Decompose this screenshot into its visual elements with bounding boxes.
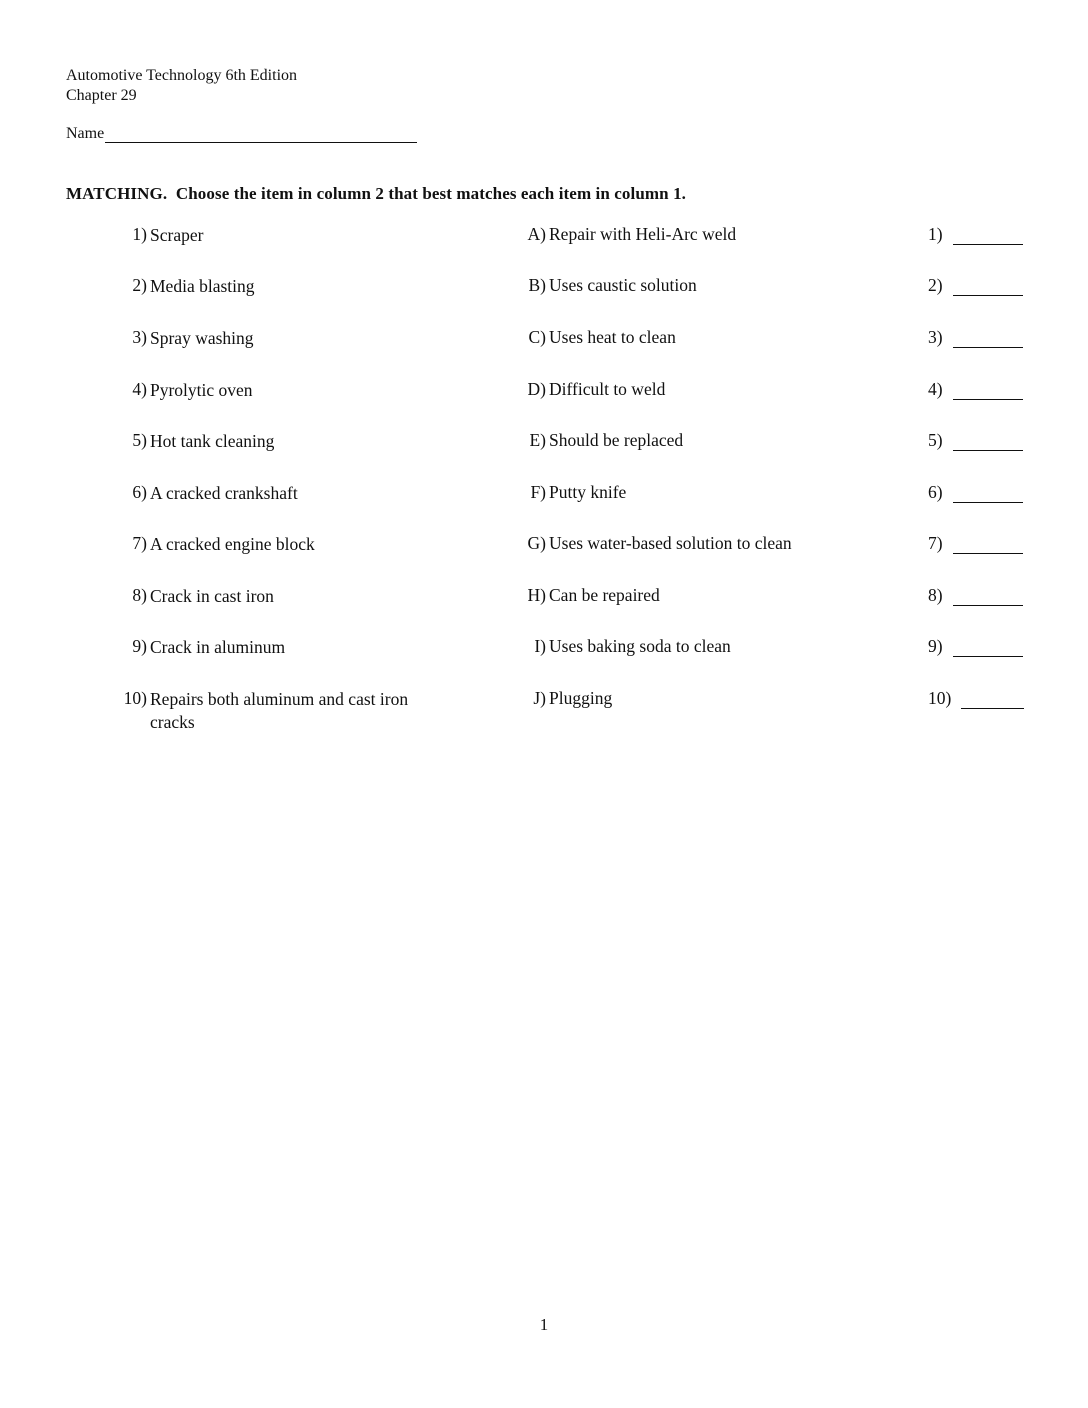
answer-slot	[928, 327, 1028, 348]
matching-row	[0, 636, 1088, 676]
column2-option	[500, 379, 880, 400]
term-text: Spray washing	[150, 328, 254, 348]
term-number: 7)	[132, 533, 147, 553]
option-text: Repair with Heli-Arc weld	[549, 224, 737, 244]
answer-number: 3)	[928, 327, 943, 347]
answer-slot	[928, 430, 1028, 451]
answer-blank[interactable]	[953, 482, 1023, 503]
document-header	[66, 66, 297, 106]
option-text: Putty knife	[549, 482, 627, 502]
name-blank-line[interactable]	[105, 124, 417, 143]
answer-number: 10)	[928, 688, 952, 708]
option-letter: J)	[533, 688, 546, 708]
option-text: Uses baking soda to clean	[549, 636, 731, 656]
answer-slot	[928, 636, 1028, 657]
option-text: Difficult to weld	[549, 379, 666, 399]
column2-option	[500, 224, 880, 245]
option-letter: F)	[530, 482, 546, 502]
option-letter: G)	[527, 533, 546, 553]
term-text: Media blasting	[150, 276, 255, 296]
column1-term	[110, 482, 450, 505]
answer-blank[interactable]	[953, 275, 1023, 296]
matching-row	[0, 430, 1088, 470]
term-text: Repairs both aluminum and cast iron cracks	[150, 689, 409, 732]
term-text: Pyrolytic oven	[150, 380, 253, 400]
answer-number: 8)	[928, 585, 943, 605]
term-number: 10)	[123, 688, 147, 708]
answer-number: 4)	[928, 379, 943, 399]
column1-term	[110, 688, 450, 734]
column1-term	[110, 636, 450, 659]
answer-blank[interactable]	[953, 430, 1023, 451]
answer-blank[interactable]	[961, 688, 1024, 709]
matching-row	[0, 275, 1088, 315]
column2-option	[500, 275, 880, 296]
answer-number: 6)	[928, 482, 943, 502]
column2-option	[500, 688, 880, 709]
page-number: 1	[539, 1315, 549, 1334]
answer-slot	[928, 275, 1028, 296]
matching-row	[0, 379, 1088, 419]
answer-blank[interactable]	[953, 224, 1023, 245]
column1-term	[110, 585, 450, 608]
matching-row	[0, 224, 1088, 264]
name-field-row	[66, 124, 417, 143]
column1-term	[110, 327, 450, 350]
term-text: Scraper	[150, 225, 204, 245]
answer-slot	[928, 379, 1028, 400]
answer-blank[interactable]	[953, 379, 1023, 400]
column2-option	[500, 482, 880, 503]
matching-row	[0, 688, 1088, 732]
chapter-label: Chapter 29	[66, 87, 137, 104]
option-text: Uses water-based solution to clean	[549, 533, 792, 553]
matching-row	[0, 327, 1088, 367]
matching-row	[0, 533, 1088, 573]
term-number: 6)	[132, 482, 147, 502]
matching-row	[0, 585, 1088, 625]
option-letter: B)	[528, 275, 546, 295]
term-text: Crack in cast iron	[150, 586, 274, 606]
option-letter: C)	[528, 327, 546, 347]
option-text: Should be replaced	[549, 430, 684, 450]
column2-option	[500, 585, 880, 606]
column1-term	[110, 379, 450, 402]
option-letter: E)	[529, 430, 546, 450]
answer-slot	[928, 688, 1028, 709]
answer-number: 9)	[928, 636, 943, 656]
term-text: A cracked engine block	[150, 534, 315, 554]
term-number: 9)	[132, 636, 147, 656]
column2-option	[500, 327, 880, 348]
name-label: Name	[66, 125, 105, 142]
answer-number: 1)	[928, 224, 943, 244]
term-text: Crack in aluminum	[150, 637, 286, 657]
answer-blank[interactable]	[953, 327, 1023, 348]
column2-option	[500, 533, 880, 554]
term-number: 8)	[132, 585, 147, 605]
column1-term	[110, 533, 450, 556]
option-letter: D)	[527, 379, 546, 399]
matching-instructions: MATCHING. Choose the item in column 2 that best matches each item in column 1.	[66, 184, 687, 203]
answer-slot	[928, 533, 1028, 554]
option-text: Uses caustic solution	[549, 275, 697, 295]
term-text: Hot tank cleaning	[150, 431, 275, 451]
column2-option	[500, 430, 880, 451]
answer-number: 2)	[928, 275, 943, 295]
book-title: Automotive Technology 6th Edition	[66, 67, 298, 84]
answer-blank[interactable]	[953, 585, 1023, 606]
term-text: A cracked crankshaft	[150, 483, 298, 503]
option-letter: I)	[534, 636, 546, 656]
option-text: Can be repaired	[549, 585, 660, 605]
answer-number: 5)	[928, 430, 943, 450]
term-number: 2)	[132, 275, 147, 295]
column1-term	[110, 224, 450, 247]
option-text: Plugging	[549, 688, 613, 708]
term-number: 4)	[132, 379, 147, 399]
answer-number: 7)	[928, 533, 943, 553]
column1-term	[110, 430, 450, 453]
option-letter: A)	[527, 224, 546, 244]
matching-row	[0, 482, 1088, 522]
answer-slot	[928, 482, 1028, 503]
column2-option	[500, 636, 880, 657]
answer-blank[interactable]	[953, 533, 1023, 554]
term-number: 5)	[132, 430, 147, 450]
answer-blank[interactable]	[953, 636, 1023, 657]
option-text: Uses heat to clean	[549, 327, 676, 347]
answer-slot	[928, 585, 1028, 606]
answer-slot	[928, 224, 1028, 245]
term-number: 1)	[132, 224, 147, 244]
term-number: 3)	[132, 327, 147, 347]
column1-term	[110, 275, 450, 298]
option-letter: H)	[527, 585, 546, 605]
